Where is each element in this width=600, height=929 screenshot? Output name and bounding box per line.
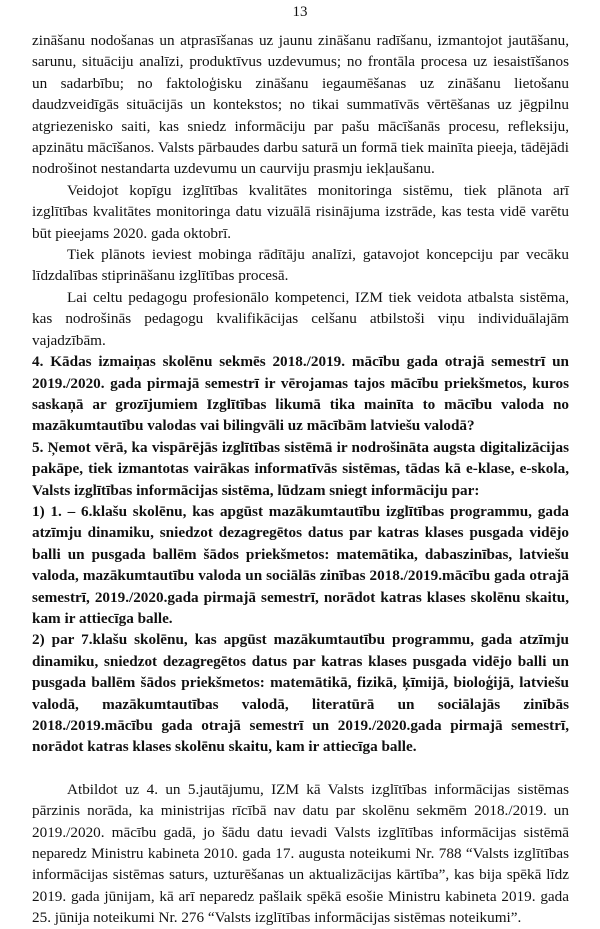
paragraph-monitoring-system: Veidojot kopīgu izglītības kvalitātes monitoringa sistēmu, tiek plānota arī izglītības kvalitātes monitoringa datu vizuālā risinājuma izstrāde, kas testa vidē varētu būt pieejams 2020. gada oktobrī.: [32, 181, 569, 242]
question-5-item-1: 1) 1. – 6.klašu skolēnu, kas apgūst mazākumtautību izglītības programmu, gada atzīmju dinamiku, sniedzot dezagregētos datus par katras klases pusgada vidējo balli un pusgada ballēm šādos priekšmetos: matemātika, dabaszinības, latviešu valoda, mazākumtautību valoda un sociālās zinības 2018./2019.mācību gada otrajā semestrī, 2019./2020.gada pirmajā semestrī, norādot katras klases skolēnu skaitu, kam ir attiecīga balle.: [32, 502, 569, 627]
answer-paragraph: Atbildot uz 4. un 5.jautājumu, IZM kā Valsts izglītības informācijas sistēmas pārzinis norāda, ka ministrijas rīcībā nav datu par skolēnu sekmēm 2018./2019. un 2019./2020. mācību gadā, jo šādu datu ievadi Valsts izglītības informācijas sistēmā neparedz Ministru kabineta 2010. gada 17. augusta noteikumi Nr. 788 “Valsts izglītības informācijas sistēmas saturs, uzturēšanas un aktualizācijas kārtība”, kas bija spēkā līdz 2019. gada jūnijam, kā arī neparedz pašlaik spēkā esošie Ministru kabineta 2019. gada 25. jūnija noteikumi Nr. 276 “Valsts izglītības informācijas sistēmas noteikumi”.: [32, 780, 569, 927]
question-5-item-2: 2) par 7.klašu skolēnu, kas apgūst mazākumtautību programmu, gada atzīmju dinamiku, sniedzot dezagregētos datus par katras klases pusgada vidējo balli un pusgada ballēm šādos priekšmetos: matemātikā, fizikā, ķīmijā, bioloģijā, latviešu valodā, mazākumtautības valodā, literatūrā un sociālajās zinībās 2018./2019.mācību gada otrajā semestrī un 2019./2020.gada pirmajā semestrī, norādot katras klases skolēnu skaitu, kam ir attiecīga balle.: [32, 631, 569, 756]
paragraph-teaching-approach: zināšanu nodošanas un atprasīšanas uz jaunu zināšanu radīšanu, izmantojot jautāšanu, sarunu, situāciju analīzi, produktīvus uzdevumus; no frontāla procesa uz iesaistīšanos un sadarbību; no faktoloģisku zināšanu iegaumēšanas uz zināšanu lietošanu daudzveidīgās situācijās un kontekstos; no tikai summatīvās vērtēšanas uz jēgpilnu atgriezenisko saiti, kas sniedz informāciju par pašu mācīšanās procesu, refleksiju, apzinātu mācīšanos. Valsts pārbaudes darbu saturā un formā tiek mainīta pieeja, tādējādi nodrošinot nestandarta uzdevumu un caurviju prasmju iekļaušanu.: [32, 32, 569, 178]
page-number: 13: [292, 4, 308, 20]
spacer: [32, 758, 569, 779]
paragraph-teacher-competence: Lai celtu pedagogu profesionālo kompetenci, IZM tiek veidota atbalsta sistēma, kas nodrošinās pedagogu kvalifikācijas celšanu atbilstoši viņu individuālajām vajadzībām.: [32, 288, 569, 349]
question-5: 5. Ņemot vērā, ka vispārējās izglītības sistēmā ir nodrošināta augsta digitalizācijas pakāpe, tiek izmantotas vairākas informatīvās sistēmas, tādas kā e-klase, e-skola, Valsts izglītības informācijas sistēma, lūdzam sniegt informāciju par:: [32, 438, 569, 499]
paragraph-mobbing-analysis: Tiek plānots ieviest mobinga rādītāju analīzi, gatavojot koncepciju par vecāku līdzdalības stiprināšanu izglītības procesā.: [32, 246, 569, 285]
document-body: [32, 30, 569, 929]
question-4: 4. Kādas izmaiņas skolēnu sekmēs 2018./2019. mācību gada otrajā semestrī un 2019./2020. gada pirmajā semestrī ir vērojamas tajos mācību priekšmetos, kuros saskaņā ar grozījumiem Izglītības likumā tika mainīta to mācību valoda no mazākumtautību valodas vai bilingvāli uz mācībām latviešu valodā?: [32, 353, 569, 435]
